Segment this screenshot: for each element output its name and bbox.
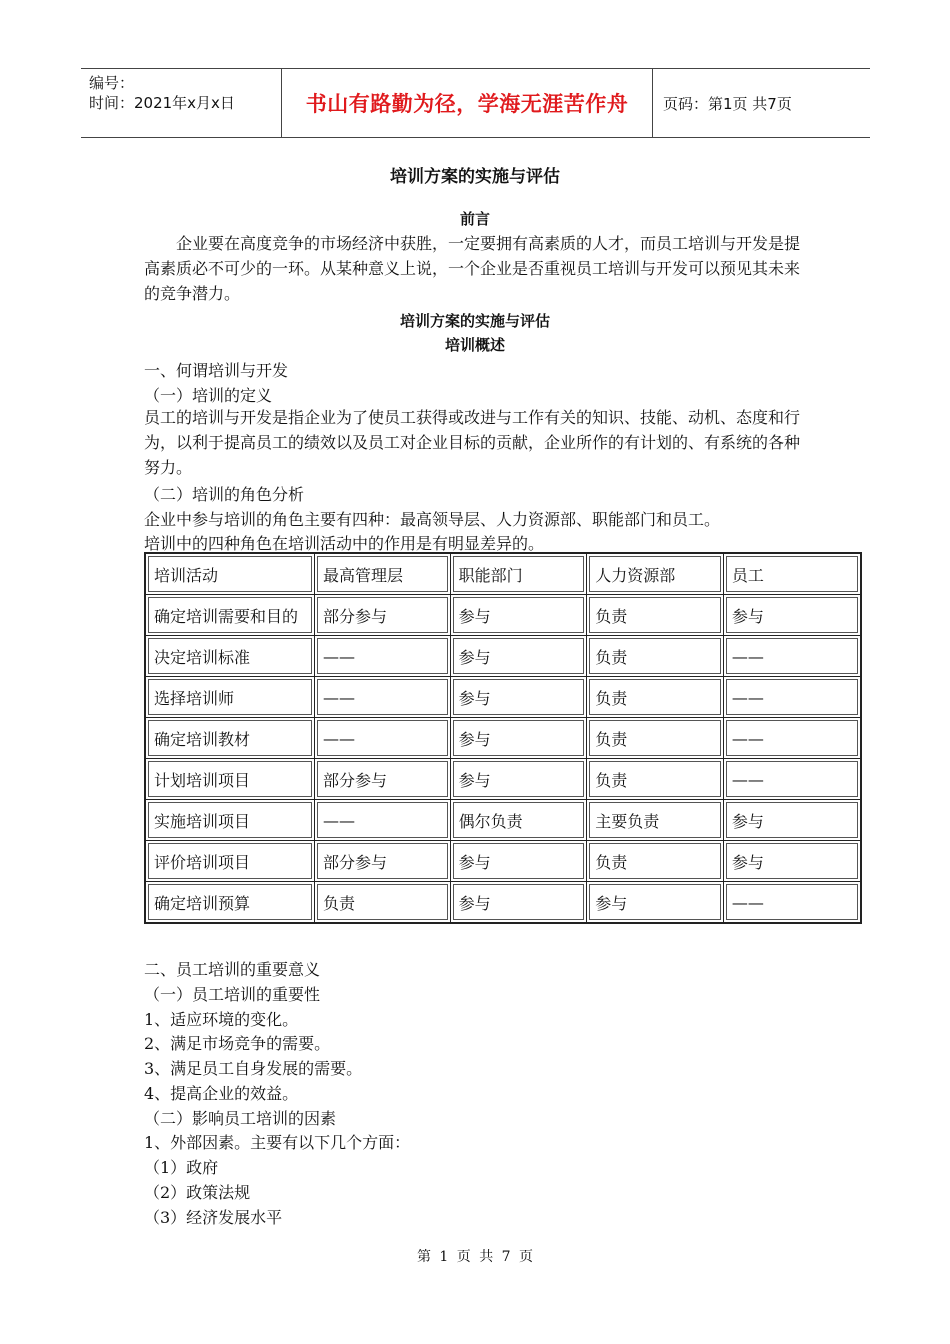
table-row [145,636,861,677]
table-cell: 部分参与 [314,841,450,882]
header-page-info: 页码：第1页 共7页 [663,94,792,113]
s2-sub1: （一）员工培训的重要性 [144,985,321,1004]
table-cell: 参与 [723,841,861,882]
table-row [145,800,861,841]
table-cell: 参与 [450,882,587,924]
s2-sub2: （二）影响员工培训的因素 [144,1109,337,1128]
table-row [145,595,861,636]
page-header [81,68,870,138]
list-item: 2、满足市场竞争的需要。 [144,1034,331,1053]
table-cell: 参与 [587,882,724,924]
table-cell: —— [723,882,861,924]
table-header-cell: 职能部门 [450,553,587,595]
list-item: 3、满足员工自身发展的需要。 [144,1059,363,1078]
document-title: 培训方案的实施与评估 [390,167,560,187]
table-cell: 计划培训项目 [145,759,314,800]
table-cell: 确定培训教材 [145,718,314,759]
header-motto: 书山有路勤为径，学海无涯苦作舟 [282,69,653,137]
table-header-cell: 最高管理层 [314,553,450,595]
factor-item: （2）政策法规 [144,1183,251,1202]
table-cell: 参与 [450,718,587,759]
table-cell: 负责 [587,841,724,882]
table-row [145,718,861,759]
factor-item: （1）政府 [144,1158,219,1177]
s1-sub2: （二）培训的角色分析 [144,485,305,504]
table-cell: 参与 [450,677,587,718]
table-cell: 实施培训项目 [145,800,314,841]
table-cell: —— [314,636,450,677]
overview-title: 培训概述 [444,336,505,354]
table-cell: 参与 [723,800,861,841]
table-cell: 参与 [450,759,587,800]
table-row [145,882,861,924]
preface-title: 前言 [459,210,490,228]
s1-heading: 一、何谓培训与开发 [144,361,289,380]
table-cell: 评价培训项目 [145,841,314,882]
table-cell: 部分参与 [314,759,450,800]
table-cell: 决定培训标准 [145,636,314,677]
s2-heading: 二、员工培训的重要意义 [144,960,321,979]
table-cell: 确定培训需要和目的 [145,595,314,636]
table-cell: —— [314,800,450,841]
s1-sub1-text: 员工的培训与开发是指企业为了使员工获得或改进与工作有关的知识、技能、动机、态度和行为，以利于提高员工的绩效以及员工对企业目标的贡献，企业所作的有计划的、有系统的各种努力。 [144,408,801,477]
page-footer: 第 1 页 共 7 页 [416,1249,534,1265]
table-cell: 负责 [314,882,450,924]
table-header-cell: 人力资源部 [587,553,724,595]
section-title: 培训方案的实施与评估 [399,312,550,330]
table-cell: 参与 [450,595,587,636]
header-meta [81,69,282,137]
table-cell: 负责 [587,677,724,718]
table-cell: 部分参与 [314,595,450,636]
table-cell: —— [314,718,450,759]
table-cell: 确定培训预算 [145,882,314,924]
s2-sub2-item1: 1、外部因素。主要有以下几个方面： [144,1133,411,1152]
list-item: 4、提高企业的效益。 [144,1084,299,1103]
s1-sub2-line1: 企业中参与培训的角色主要有四种：最高领导层、人力资源部、职能部门和员工。 [144,510,721,529]
table-header-cell: 员工 [723,553,861,595]
s1-sub2-line2: 培训中的四种角色在培训活动中的作用是有明显差异的。 [144,534,545,553]
s1-sub1: （一）培训的定义 [144,386,273,405]
table-row [145,841,861,882]
list-item: 1、适应环境的变化。 [144,1010,299,1029]
table-cell: 负责 [587,636,724,677]
table-cell: 负责 [587,718,724,759]
table-header-cell: 培训活动 [145,553,314,595]
roles-table [144,552,862,924]
date-label: 时间：2021年x月x日 [89,94,235,112]
table-cell: 参与 [450,636,587,677]
preface-text: 企业要在高度竞争的市场经济中获胜，一定要拥有高素质的人才，而员工培训与开发是提高素质必不可少的一环。从某种意义上说，一个企业是否重视员工培训与开发可以预见其未来的竞争潜力。 [144,234,801,303]
table-cell: 主要负责 [587,800,724,841]
table-cell: 参与 [450,841,587,882]
table-cell: 参与 [723,595,861,636]
table-cell: —— [314,677,450,718]
table-cell: —— [723,759,861,800]
table-row [145,759,861,800]
table-cell: —— [723,718,861,759]
factor-item: （3）经济发展水平 [144,1208,283,1227]
table-header-row [145,553,861,595]
table-cell: —— [723,677,861,718]
table-row [145,677,861,718]
table-cell: 负责 [587,759,724,800]
table-cell: 选择培训师 [145,677,314,718]
table-cell: —— [723,636,861,677]
table-cell: 负责 [587,595,724,636]
table-cell: 偶尔负责 [450,800,587,841]
number-label: 编号： [89,74,135,92]
